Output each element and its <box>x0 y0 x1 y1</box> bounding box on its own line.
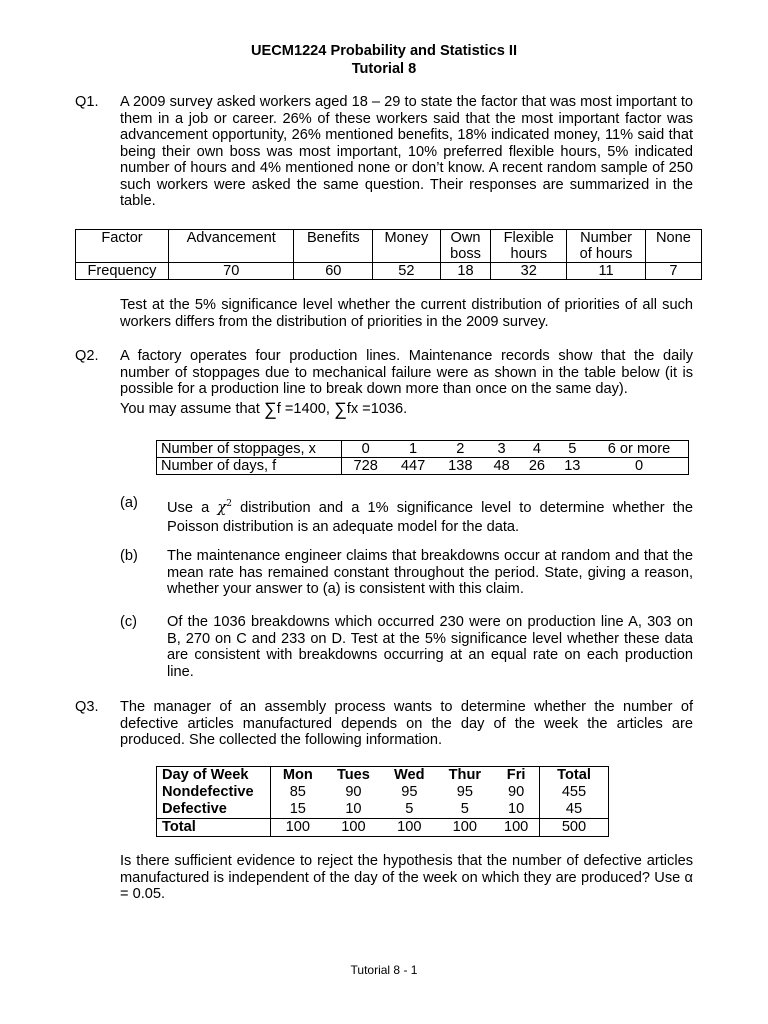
q3-row-total: 455 <box>540 784 609 801</box>
q2-f-cell: 138 <box>437 458 484 475</box>
q3-row-label: Total <box>157 819 271 837</box>
q2-x-cell: 5 <box>555 441 590 458</box>
q2-stoppage-table <box>156 440 689 475</box>
q2-f-cell: 0 <box>590 458 689 475</box>
q1-factor-table <box>75 229 702 280</box>
sum-symbol: ∑ <box>333 399 347 419</box>
q1-factor-cell: Money <box>373 230 440 263</box>
q3-day-header: Thur <box>448 767 482 783</box>
q3-day-header: Wed <box>394 767 425 783</box>
q3-row-label: Defective <box>162 801 227 817</box>
q3-day-header: Mon <box>271 767 325 785</box>
q2-x-cell: 6 or more <box>590 441 689 458</box>
q2-f-cell: 26 <box>519 458 554 475</box>
q3-cell: 5 <box>460 801 469 817</box>
q1-frequency-cell: 60 <box>294 263 373 280</box>
q3-row-total: 45 <box>540 801 609 819</box>
q3-cell: 5 <box>405 801 414 817</box>
q1-intro: A 2009 survey asked workers aged 18 – 29 to state the factor that was most important to them in a job or career. 26% of these workers said that the most important factor was advancement opportunity, 26% mentioned benefits, 18% indicated money, 11% said that being their own boss was most important, 10% preferred flexible hours, 5% indicated number of hours and 4% mentioned none or don’t know. A recent random sample of 250 such workers were asked the same question. Their responses are summarized in the table. <box>120 94 693 209</box>
q2-assumption <box>120 401 693 418</box>
q2a-text: Use a $\chi^2$ distribution and a 1% significance level to determine whether the Poisson distribution is an adequate model for the data. <box>167 498 693 535</box>
q3-cell: 10 <box>345 801 362 817</box>
q3-cell: 100 <box>493 819 539 837</box>
q1-factor-cell: Number of hours <box>567 230 646 263</box>
q1-factor-row <box>76 230 702 263</box>
q3-cell: 85 <box>271 784 325 801</box>
q2-f-label: Number of days, f <box>157 458 342 475</box>
q3-cell: 90 <box>508 784 525 800</box>
q3-total-header: Total <box>540 767 609 785</box>
q1-frequency-header: Frequency <box>76 263 169 280</box>
q3-defective-row <box>157 801 609 819</box>
q3-cell: 100 <box>271 819 325 837</box>
q2-x-cell: 3 <box>484 441 519 458</box>
q3-total-row <box>157 819 609 837</box>
q1-frequency-cell: 32 <box>491 263 567 280</box>
q3-nondefective-row <box>157 784 609 801</box>
q1-factor-header: Factor <box>76 230 169 263</box>
q2b-text: The maintenance engineer claims that breakdowns occur at random and that the mean rate has remained constant throughout the period. State, giving a reason, whether your answer to (a) is consistent with this claim. <box>167 548 693 597</box>
q2-x-cell: 1 <box>389 441 436 458</box>
q3-cell: 95 <box>456 784 473 800</box>
q3-cell: 100 <box>436 819 493 837</box>
q1-frequency-cell: 52 <box>373 263 440 280</box>
q2c-label: (c) <box>120 614 138 630</box>
q1-factor-cell: None <box>645 230 701 263</box>
q3-cell: 90 <box>345 784 362 800</box>
q3-cell: 100 <box>325 819 383 837</box>
q2-f-cell: 13 <box>555 458 590 475</box>
q3-defect-table <box>156 766 609 837</box>
q3-number: Q3. <box>75 699 99 715</box>
q2-x-cell: 0 <box>342 441 390 458</box>
q2-x-label: Number of stoppages, x <box>157 441 342 458</box>
q3-corner-header: Day of Week <box>162 767 249 783</box>
q1-factor-cell: Flexible hours <box>491 230 567 263</box>
chi-symbol: $\chi^2$ <box>217 498 232 516</box>
q3-intro: The manager of an assembly process wants to determine whether the number of defective articles manufactured depends on the day of the week the articles are produced. She collected the following information. <box>120 699 693 748</box>
q2-sum-f: f =1400, <box>276 401 330 417</box>
q2-f-cell: 48 <box>484 458 519 475</box>
q2-f-cell: 447 <box>389 458 436 475</box>
q3-task: Is there sufficient evidence to reject the hypothesis that the number of defective articles manufactured is independent of the day of the week on which they are produced? Use α = 0.05. <box>120 853 693 902</box>
q3-row-label: Nondefective <box>162 784 254 800</box>
q2c-text: Of the 1036 breakdowns which occurred 230 were on production line A, 303 on B, 270 on C and 233 on D. Test at the 5% significance level whether these data are consistent with breakdowns occurring at an equal rate on each production line. <box>167 614 693 680</box>
q1-factor-cell: Advancement <box>169 230 294 263</box>
q2-x-cell: 4 <box>519 441 554 458</box>
q1-factor-cell: Benefits <box>294 230 373 263</box>
q3-row-total: 500 <box>540 819 609 837</box>
q1-factor-cell: Own boss <box>440 230 491 263</box>
q1-frequency-cell: 11 <box>567 263 646 280</box>
q3-cell: 100 <box>382 819 436 837</box>
q1-frequency-row <box>76 263 702 280</box>
q3-cell: 15 <box>271 801 325 819</box>
q1-frequency-cell: 7 <box>645 263 701 280</box>
q3-day-header: Tues <box>336 767 370 783</box>
q1-number: Q1. <box>75 94 99 110</box>
q2-f-row <box>157 458 689 475</box>
q2a-label: (a) <box>120 495 138 511</box>
q2-intro: A factory operates four production lines. Maintenance records show that the daily number of stoppages due to mechanical failure were as shown in the table below (it is possible for a production line to break down more than once on the same day). <box>120 348 693 397</box>
q3-header-row <box>157 767 609 785</box>
q2-assume-prefix: You may assume that <box>120 401 260 417</box>
tutorial-title: Tutorial 8 <box>351 61 417 77</box>
q3-cell: 95 <box>401 784 418 800</box>
q2-x-cell: 2 <box>437 441 484 458</box>
q1-task: Test at the 5% significance level whether the current distribution of priorities of all such workers differs from the distribution of priorities in the 2009 survey. <box>120 297 693 330</box>
q3-day-header: Fri <box>506 767 526 783</box>
sum-symbol: ∑ <box>263 399 277 419</box>
q2-sum-fx: fx =1036. <box>346 401 408 417</box>
q3-cell: 10 <box>508 801 525 817</box>
q2-number: Q2. <box>75 348 99 364</box>
q2-x-row <box>157 441 689 458</box>
q2-f-cell: 728 <box>342 458 390 475</box>
page-footer: Tutorial 8 - 1 <box>350 963 418 977</box>
q2b-label: (b) <box>120 548 138 564</box>
course-title: UECM1224 Probability and Statistics II <box>250 43 517 59</box>
q1-frequency-cell: 18 <box>440 263 491 280</box>
q1-frequency-cell: 70 <box>169 263 294 280</box>
